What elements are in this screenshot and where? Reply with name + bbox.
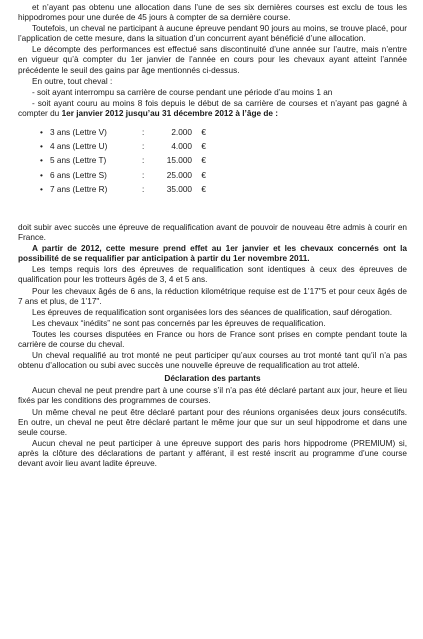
bullet-icon: • bbox=[40, 156, 43, 166]
paragraph: Aucun cheval ne peut prendre part à une course s’il n’a pas été déclaré partant aux jour, heure et lieu fixés par les conditions des programmes de courses. bbox=[18, 386, 407, 406]
age-label: 7 ans (Lettre R) bbox=[50, 184, 108, 194]
paragraph: Les temps requis lors des épreuves de requalification sont identiques à ceux des épreuves de qualification pour les trotteurs âgés de 3, 4 et 5 ans. bbox=[18, 265, 407, 285]
separator: : bbox=[142, 184, 145, 194]
paragraph: Toutefois, un cheval ne participant à aucune épreuve pendant 90 jours au moins, se trouve placé, pour l’application de cette mesure, dans la situation d’un concurrent ayant bénéficié d’une allocation. bbox=[18, 24, 407, 44]
paragraph: Les épreuves de requalification sont organisées lors des séances de qualification, sauf dérogation. bbox=[32, 307, 393, 317]
bullet-icon: • bbox=[40, 170, 43, 180]
age-label: 3 ans (Lettre V) bbox=[50, 128, 107, 138]
paragraph: Un cheval requalifié au trot monté ne peut participer qu’aux courses au trot monté tant qu’il n’a pas obtenu d’allocation ou subi avec succès une nouvelle épreuve de requalification au trot attelé. bbox=[18, 351, 407, 371]
paragraph: Un même cheval ne peut être déclaré partant pour des réunions organisées deux jours consécutifs. En outre, un cheval ne peut être déclaré partant le même jour que sur un seul hippodrome et dans une seule course. bbox=[18, 407, 407, 437]
paragraph: Aucun cheval ne peut participer à une épreuve support des paris hors hippodrome (PREMIUM) si, après la clôture des déclarations de partant y afférant, il est resté inscrit au programme d’une course devant avoir lieu avant ladite épreuve. bbox=[18, 438, 407, 469]
bullet-icon: • bbox=[40, 184, 43, 194]
paragraph-text: - soit ayant couru au moins 8 fois depuis le début de sa carrière de courses et n’ayant pas gagné à compter du bbox=[18, 98, 407, 118]
age-label: 4 ans (Lettre U) bbox=[50, 142, 108, 152]
paragraph: Le décompte des performances est effectué sans discontinuité d’une année sur l’autre, mais n’entre en vigueur qu’à compter du 1er janvier de l’année en cours pour les chevaux ayant atteint l’année précédente le seuil des gains par âge mentionnés ci-dessus. bbox=[18, 45, 407, 75]
age-list-item bbox=[40, 140, 407, 154]
paragraph: et n’ayant pas obtenu une allocation dans l’une de ses six dernières courses est exclu de tous les hippodromes pour une durée de 45 jours à compter de sa dernière course. bbox=[18, 3, 407, 23]
section-paragraphs bbox=[18, 386, 407, 469]
age-label: 6 ans (Lettre S) bbox=[50, 170, 107, 180]
paragraph: Les chevaux “inédits” ne sont pas concernés par les épreuves de requalification. bbox=[32, 318, 326, 328]
age-list-item bbox=[40, 183, 407, 197]
paragraph: En outre, tout cheval : bbox=[32, 76, 113, 86]
bold-date-range: 1er janvier 2012 jusqu’au 31 décembre 2012 bbox=[61, 108, 234, 118]
separator: : bbox=[142, 128, 145, 138]
age-label: 5 ans (Lettre T) bbox=[50, 156, 107, 166]
top-paragraphs bbox=[18, 3, 407, 98]
amount-value: 25.000 bbox=[166, 170, 192, 180]
paragraph: Pour les chevaux âgés de 6 ans, la réduction kilométrique requise est de 1’17"5 et pour ceux âgés de 7 ans et plus, de 1’17". bbox=[18, 286, 407, 306]
paragraph-win-condition bbox=[18, 99, 407, 119]
bullet-icon: • bbox=[40, 128, 43, 138]
amount-value: 4.000 bbox=[171, 142, 192, 152]
age-list-item bbox=[40, 154, 407, 168]
euro-sign: € bbox=[201, 184, 206, 194]
amount-value: 15.000 bbox=[166, 156, 192, 166]
paragraph-text-end: à l’âge de : bbox=[233, 108, 279, 118]
section-title: Déclaration des partants bbox=[164, 374, 261, 384]
amount-value: 35.000 bbox=[166, 184, 192, 194]
age-list-item bbox=[40, 126, 407, 140]
separator: : bbox=[142, 170, 145, 180]
paragraph: Toutes les courses disputées en France ou hors de France sont prises en compte pendant toute la carrière de course du cheval. bbox=[18, 329, 407, 349]
separator: : bbox=[142, 156, 145, 166]
euro-sign: € bbox=[201, 170, 206, 180]
paragraph: doit subir avec succès une épreuve de requalification avant de pouvoir de nouveau être admis à courir en France. bbox=[18, 222, 407, 243]
paragraph: A partir de 2012, cette mesure prend effet au 1er janvier et les chevaux concernés ont la possibilité de se requalifier par anticipation à partir du 1er novembre 2011. bbox=[18, 244, 407, 264]
age-list-item bbox=[40, 169, 407, 183]
amount-value: 2.000 bbox=[171, 128, 192, 138]
bottom-paragraphs bbox=[18, 223, 407, 371]
age-threshold-list bbox=[40, 126, 407, 197]
euro-sign: € bbox=[201, 128, 206, 138]
euro-sign: € bbox=[201, 142, 206, 152]
paragraph: - soit ayant interrompu sa carrière de course pendant une période d’au moins 1 an bbox=[32, 87, 333, 97]
bullet-icon: • bbox=[40, 142, 43, 152]
separator: : bbox=[142, 142, 145, 152]
euro-sign: € bbox=[201, 156, 206, 166]
